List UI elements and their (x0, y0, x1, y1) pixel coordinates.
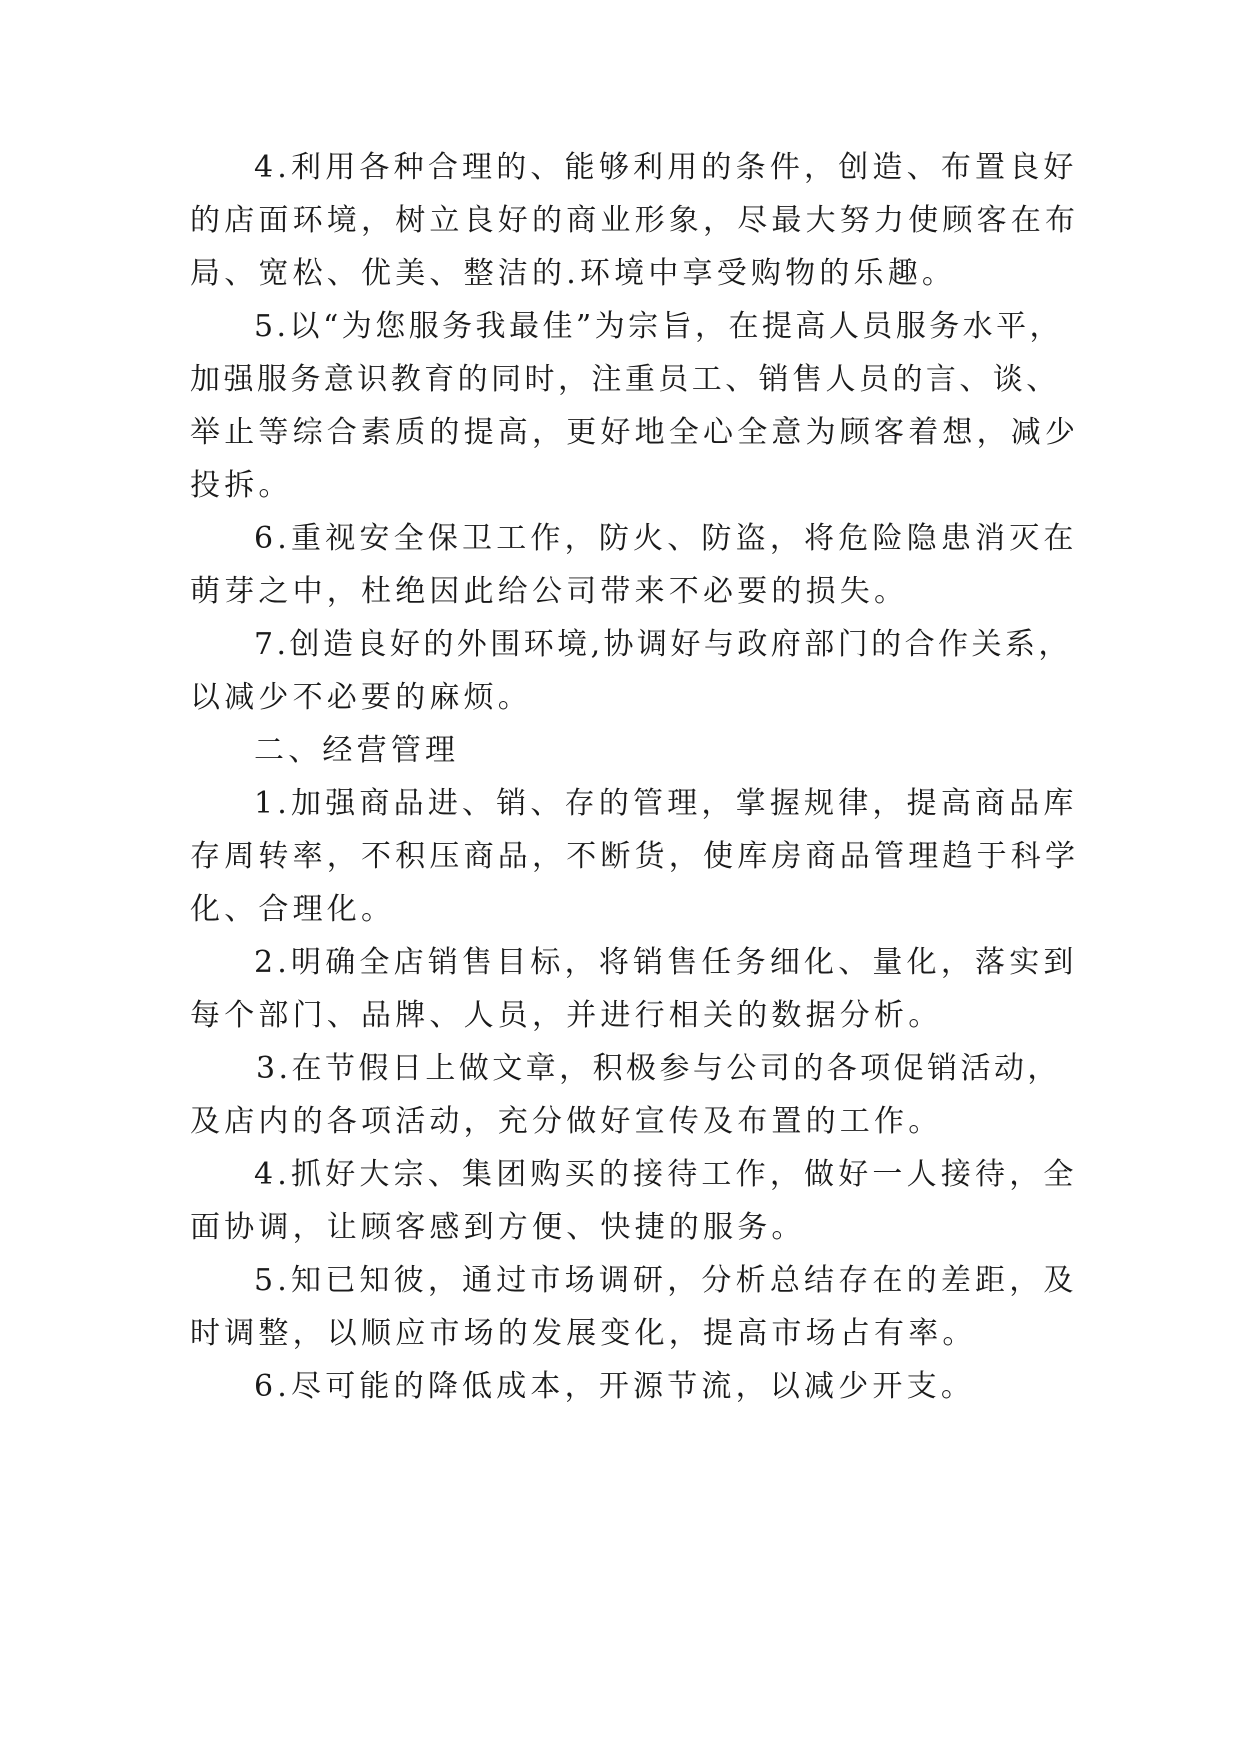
paragraph-line: 2.明确全店销售目标，将销售任务细化、量化，落实到 (254, 945, 1078, 980)
paragraph-line: 的店面环境，树立良好的商业形象，尽最大努力使顾客在布 (190, 203, 1080, 238)
paragraph-line: 加强服务意识教育的同时，注重员工、销售人员的言、谈、 (190, 362, 1060, 397)
paragraph-line: 及店内的各项活动，充分做好宣传及布置的工作。 (190, 1104, 943, 1139)
paragraph-line: 1.加强商品进、销、存的管理，掌握规律，提高商品库 (254, 786, 1078, 821)
paragraph-line: 局、宽松、优美、整洁的.环境中享受购物的乐趣。 (190, 256, 957, 291)
paragraph-line: 举止等综合素质的提高，更好地全心全意为顾客着想，减少 (190, 415, 1080, 450)
paragraph-line: 萌芽之中，杜绝因此给公司带来不必要的损失。 (190, 574, 909, 609)
paragraph-line: 面协调，让顾客感到方便、快捷的服务。 (190, 1210, 806, 1245)
paragraph-line: 3.在节假日上做文章，积极参与公司的各项促销活动， (256, 1051, 1061, 1086)
paragraph-line: 4.抓好大宗、集团购买的接待工作，做好一人接待，全 (254, 1157, 1078, 1192)
paragraph-line: 以减少不必要的麻烦。 (190, 680, 532, 715)
paragraph-line: 5.以“为您服务我最佳”为宗旨，在提高人员服务水平， (254, 309, 1063, 344)
paragraph-line: 4.利用各种合理的、能够利用的条件，创造、布置良好 (254, 150, 1078, 185)
paragraph-line: 时调整，以顺应市场的发展变化，提高市场占有率。 (190, 1316, 977, 1351)
section-heading: 二、经营管理 (254, 733, 460, 768)
paragraph-line: 5.知已知彼，通过市场调研，分析总结存在的差距，及 (254, 1263, 1078, 1298)
paragraph-line: 存周转率，不积压商品，不断货，使库房商品管理趋于科学 (190, 839, 1080, 874)
paragraph-line: 7.创造良好的外围环境,协调好与政府部门的合作关系， (254, 627, 1072, 662)
paragraph-line: 每个部门、品牌、人员，并进行相关的数据分析。 (190, 998, 943, 1033)
paragraph-line: 6.尽可能的降低成本，开源节流，以减少开支。 (254, 1369, 976, 1404)
paragraph-line: 化、合理化。 (190, 892, 396, 927)
paragraph-line: 投拆。 (190, 468, 293, 503)
paragraph-line: 6.重视安全保卫工作，防火、防盗，将危险隐患消灭在 (254, 521, 1078, 556)
